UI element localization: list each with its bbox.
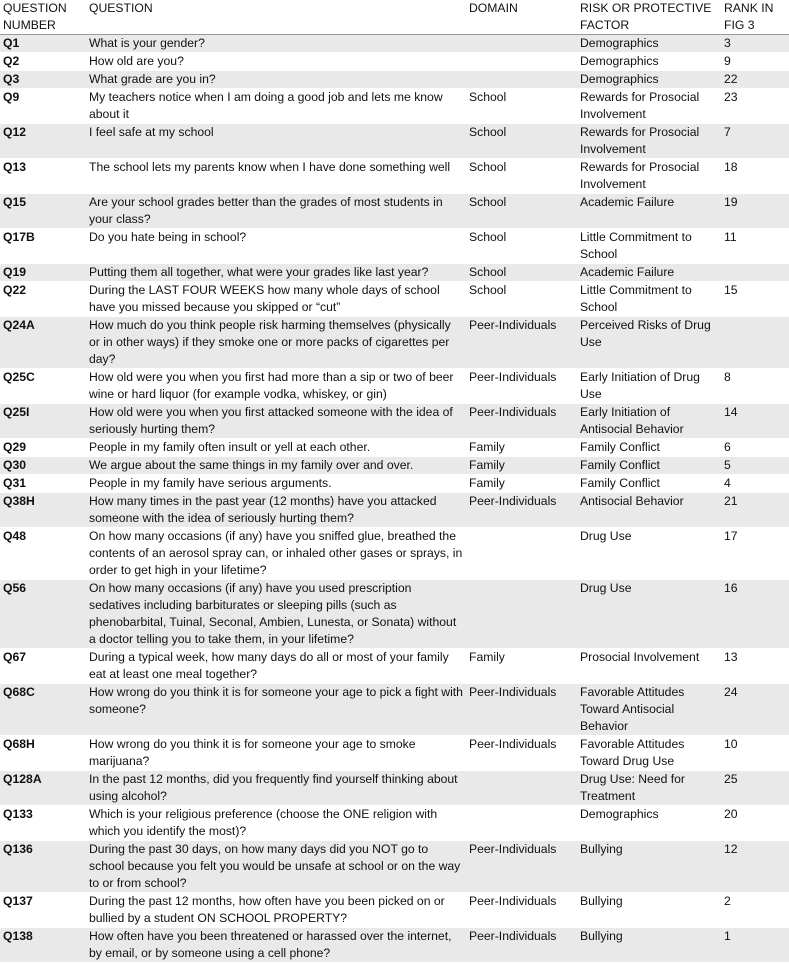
question-cell: During the past 30 days, on how many days did you NOT go to school because you felt you would be unsafe at school or on the way to or from school? — [86, 841, 466, 893]
domain-cell: Family — [466, 649, 577, 684]
factor-cell: Demographics — [577, 806, 721, 841]
factor-cell: Drug Use — [577, 580, 721, 649]
factor-cell: Perceived Risks of Drug Use — [577, 317, 721, 369]
question-number-cell: Q48 — [0, 528, 86, 580]
header-question-number: QUESTION NUMBER — [0, 0, 86, 35]
table-row — [0, 89, 789, 124]
rank-cell — [721, 317, 789, 369]
question-number-cell: Q38H — [0, 493, 86, 528]
domain-cell — [466, 35, 577, 53]
factor-cell: Early Initiation of Drug Use — [577, 369, 721, 404]
table-row — [0, 493, 789, 528]
factor-cell: Bullying — [577, 841, 721, 893]
table-row — [0, 124, 789, 159]
question-number-cell: Q138 — [0, 928, 86, 963]
rank-cell: 1 — [721, 928, 789, 963]
question-number-cell: Q9 — [0, 89, 86, 124]
domain-cell: School — [466, 282, 577, 317]
factor-cell: Early Initiation of Antisocial Behavior — [577, 404, 721, 439]
domain-cell — [466, 53, 577, 71]
rank-cell: 9 — [721, 53, 789, 71]
domain-cell — [466, 580, 577, 649]
table-row — [0, 475, 789, 493]
question-number-cell: Q136 — [0, 841, 86, 893]
table-row — [0, 282, 789, 317]
question-cell: How old were you when you first attacked someone with the idea of seriously hurting them? — [86, 404, 466, 439]
question-number-cell: Q67 — [0, 649, 86, 684]
factor-cell: Academic Failure — [577, 264, 721, 282]
table-row — [0, 35, 789, 53]
table-row — [0, 684, 789, 736]
table-row — [0, 580, 789, 649]
rank-cell: 11 — [721, 229, 789, 264]
rank-cell: 12 — [721, 841, 789, 893]
table-row — [0, 159, 789, 194]
question-cell: I feel safe at my school — [86, 124, 466, 159]
rank-cell: 17 — [721, 528, 789, 580]
table-row — [0, 229, 789, 264]
table-row — [0, 264, 789, 282]
question-cell: Putting them all together, what were your grades like last year? — [86, 264, 466, 282]
rank-cell: 18 — [721, 159, 789, 194]
header-question: QUESTION — [86, 0, 466, 35]
rank-cell: 24 — [721, 684, 789, 736]
question-cell: How old are you? — [86, 53, 466, 71]
question-cell: What grade are you in? — [86, 71, 466, 89]
table-row — [0, 317, 789, 369]
rank-cell: 16 — [721, 580, 789, 649]
table-row — [0, 71, 789, 89]
question-cell: How old were you when you first had more than a sip or two of beer wine or hard liquor (for example vodka, whiskey, or gin) — [86, 369, 466, 404]
domain-cell — [466, 806, 577, 841]
domain-cell: School — [466, 194, 577, 229]
domain-cell: Peer-Individuals — [466, 736, 577, 771]
factor-cell: Family Conflict — [577, 439, 721, 457]
question-number-cell: Q128A — [0, 771, 86, 806]
domain-cell: Peer-Individuals — [466, 493, 577, 528]
factor-cell: Demographics — [577, 35, 721, 53]
question-number-cell: Q68H — [0, 736, 86, 771]
question-number-cell: Q25I — [0, 404, 86, 439]
question-number-cell: Q24A — [0, 317, 86, 369]
domain-cell — [466, 71, 577, 89]
rank-cell: 14 — [721, 404, 789, 439]
table-row — [0, 457, 789, 475]
header-factor: RISK OR PROTECTIVE FACTOR — [577, 0, 721, 35]
table-row — [0, 369, 789, 404]
rank-cell: 3 — [721, 35, 789, 53]
question-cell: How much do you think people risk harming themselves (physically or in other ways) if they smoke one or more packs of cigarettes per day? — [86, 317, 466, 369]
factor-cell: Favorable Attitudes Toward Drug Use — [577, 736, 721, 771]
question-number-cell: Q22 — [0, 282, 86, 317]
question-cell: People in my family often insult or yell at each other. — [86, 439, 466, 457]
domain-cell: Peer-Individuals — [466, 404, 577, 439]
question-cell: We argue about the same things in my family over and over. — [86, 457, 466, 475]
domain-cell: Peer-Individuals — [466, 893, 577, 928]
question-number-cell: Q2 — [0, 53, 86, 71]
question-cell: On how many occasions (if any) have you sniffed glue, breathed the contents of an aerosol spray can, or inhaled other gases or sprays, in order to get high in your lifetime? — [86, 528, 466, 580]
domain-cell: Family — [466, 475, 577, 493]
table-row — [0, 771, 789, 806]
rank-cell: 10 — [721, 736, 789, 771]
header-rank: RANK IN FIG 3 — [721, 0, 789, 35]
factor-cell: Rewards for Prosocial Involvement — [577, 89, 721, 124]
rank-cell: 19 — [721, 194, 789, 229]
question-number-cell: Q30 — [0, 457, 86, 475]
domain-cell: Peer-Individuals — [466, 684, 577, 736]
domain-cell: Family — [466, 457, 577, 475]
question-number-cell: Q3 — [0, 71, 86, 89]
question-number-cell: Q29 — [0, 439, 86, 457]
rank-cell: 4 — [721, 475, 789, 493]
rank-cell: 8 — [721, 369, 789, 404]
question-cell: How wrong do you think it is for someone your age to smoke marijuana? — [86, 736, 466, 771]
factor-cell: Academic Failure — [577, 194, 721, 229]
question-cell: How many times in the past year (12 months) have you attacked someone with the idea of seriously hurting them? — [86, 493, 466, 528]
factor-cell: Prosocial Involvement — [577, 649, 721, 684]
domain-cell: School — [466, 159, 577, 194]
table-row — [0, 928, 789, 963]
table-body — [0, 35, 789, 963]
domain-cell: School — [466, 124, 577, 159]
question-number-cell: Q137 — [0, 893, 86, 928]
question-cell: During the past 12 months, how often have you been picked on or bullied by a student ON SCHOOL PROPERTY? — [86, 893, 466, 928]
table-header — [0, 0, 789, 35]
question-number-cell: Q56 — [0, 580, 86, 649]
table-row — [0, 194, 789, 229]
factor-cell: Demographics — [577, 53, 721, 71]
header-domain: DOMAIN — [466, 0, 577, 35]
rank-cell: 22 — [721, 71, 789, 89]
question-cell: In the past 12 months, did you frequently find yourself thinking about using alcohol? — [86, 771, 466, 806]
rank-cell: 2 — [721, 893, 789, 928]
table-row — [0, 53, 789, 71]
question-number-cell: Q31 — [0, 475, 86, 493]
question-number-cell: Q68C — [0, 684, 86, 736]
factor-cell: Drug Use: Need for Treatment — [577, 771, 721, 806]
domain-cell: Family — [466, 439, 577, 457]
domain-cell — [466, 528, 577, 580]
question-number-cell: Q133 — [0, 806, 86, 841]
question-cell: The school lets my parents know when I have done something well — [86, 159, 466, 194]
question-cell: On how many occasions (if any) have you used prescription sedatives including barbiturates or sleeping pills (such as phenobarbital, Tuinal, Seconal, Ambien, Lunesta, or Sonata) without a doctor telling you to take them, in your lifetime? — [86, 580, 466, 649]
question-cell: How often have you been threatened or harassed over the internet, by email, or by someone using a cell phone? — [86, 928, 466, 963]
factor-cell: Favorable Attitudes Toward Antisocial Behavior — [577, 684, 721, 736]
factor-cell: Little Commitment to School — [577, 229, 721, 264]
question-number-cell: Q17B — [0, 229, 86, 264]
rank-cell: 6 — [721, 439, 789, 457]
question-number-cell: Q15 — [0, 194, 86, 229]
domain-cell: School — [466, 264, 577, 282]
question-cell: People in my family have serious arguments. — [86, 475, 466, 493]
domain-cell: Peer-Individuals — [466, 369, 577, 404]
question-cell: During a typical week, how many days do all or most of your family eat at least one meal together? — [86, 649, 466, 684]
factor-cell: Bullying — [577, 893, 721, 928]
question-cell: Are your school grades better than the grades of most students in your class? — [86, 194, 466, 229]
question-number-cell: Q13 — [0, 159, 86, 194]
table-row — [0, 439, 789, 457]
table-row — [0, 649, 789, 684]
factor-cell: Little Commitment to School — [577, 282, 721, 317]
question-cell: Which is your religious preference (choose the ONE religion with which you identify the most)? — [86, 806, 466, 841]
question-cell: What is your gender? — [86, 35, 466, 53]
question-number-cell: Q1 — [0, 35, 86, 53]
factor-cell: Family Conflict — [577, 457, 721, 475]
rank-cell: 21 — [721, 493, 789, 528]
domain-cell — [466, 771, 577, 806]
rank-cell — [721, 264, 789, 282]
table-row — [0, 528, 789, 580]
factor-cell: Rewards for Prosocial Involvement — [577, 159, 721, 194]
factor-cell: Demographics — [577, 71, 721, 89]
rank-cell: 20 — [721, 806, 789, 841]
rank-cell: 13 — [721, 649, 789, 684]
factor-cell: Bullying — [577, 928, 721, 963]
question-cell: Do you hate being in school? — [86, 229, 466, 264]
table-row — [0, 806, 789, 841]
question-number-cell: Q19 — [0, 264, 86, 282]
question-number-cell: Q25C — [0, 369, 86, 404]
domain-cell: School — [466, 89, 577, 124]
table-row — [0, 841, 789, 893]
factor-cell: Family Conflict — [577, 475, 721, 493]
question-cell: How wrong do you think it is for someone your age to pick a fight with someone? — [86, 684, 466, 736]
table-row — [0, 736, 789, 771]
domain-cell: Peer-Individuals — [466, 841, 577, 893]
question-cell: During the LAST FOUR WEEKS how many whole days of school have you missed because you skipped or “cut” — [86, 282, 466, 317]
domain-cell: Peer-Individuals — [466, 317, 577, 369]
rank-cell: 23 — [721, 89, 789, 124]
table-row — [0, 893, 789, 928]
rank-cell: 15 — [721, 282, 789, 317]
factor-cell: Drug Use — [577, 528, 721, 580]
rank-cell: 25 — [721, 771, 789, 806]
question-number-cell: Q12 — [0, 124, 86, 159]
table-row — [0, 404, 789, 439]
rank-cell: 7 — [721, 124, 789, 159]
rank-cell: 5 — [721, 457, 789, 475]
question-cell: My teachers notice when I am doing a good job and lets me know about it — [86, 89, 466, 124]
factor-cell: Rewards for Prosocial Involvement — [577, 124, 721, 159]
domain-cell: Peer-Individuals — [466, 928, 577, 963]
factor-cell: Antisocial Behavior — [577, 493, 721, 528]
domain-cell: School — [466, 229, 577, 264]
header-row — [0, 0, 789, 35]
